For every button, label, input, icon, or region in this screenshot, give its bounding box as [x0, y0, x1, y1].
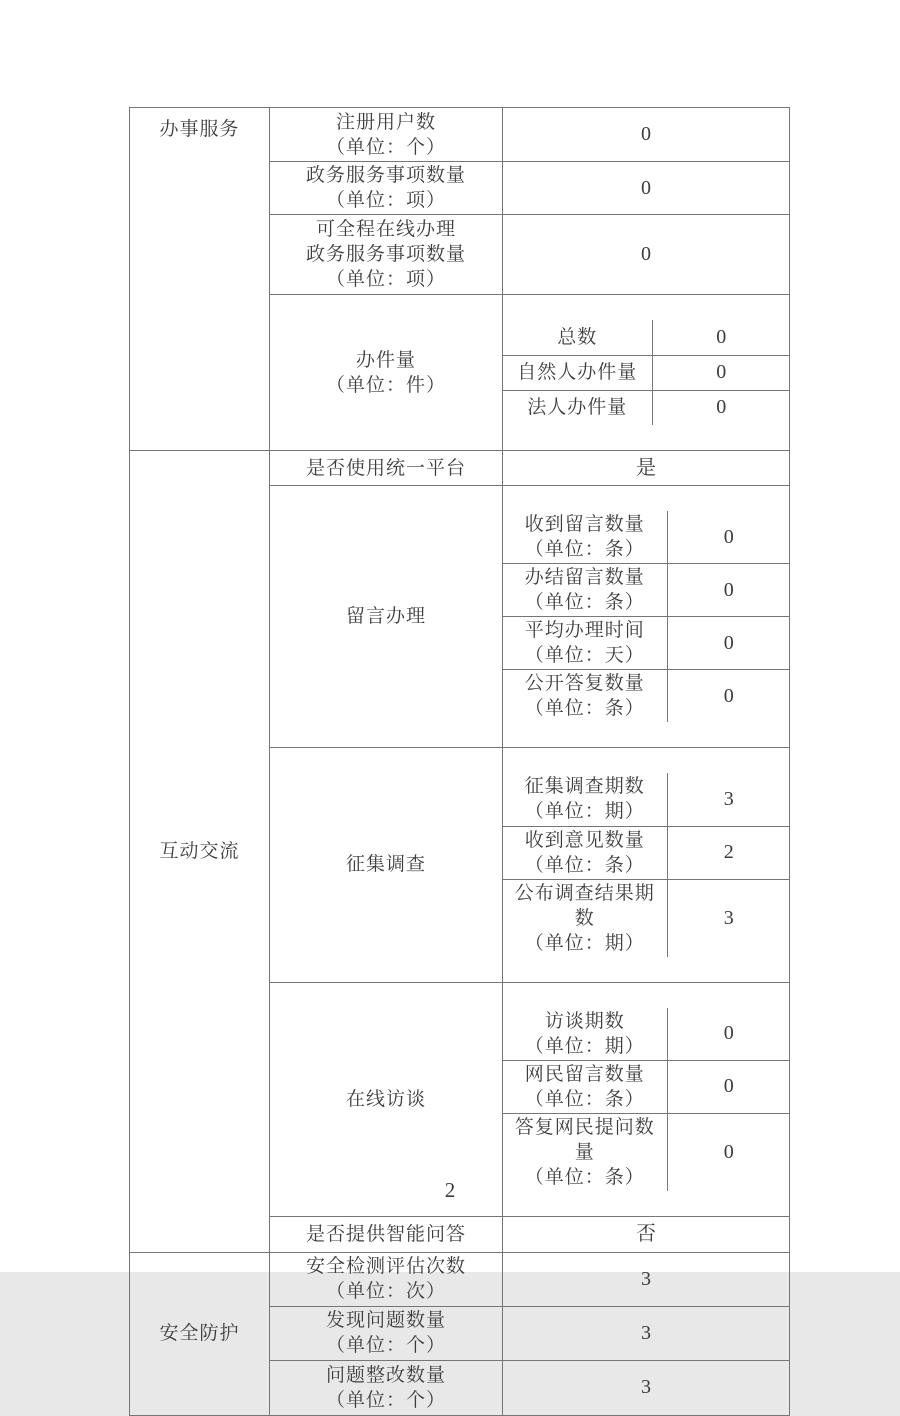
- sub-value-public-replies: 0: [667, 670, 790, 723]
- sub-value-case-natural-person: 0: [652, 355, 790, 390]
- sub-label-case-legal-person: 法人办件量: [503, 390, 652, 425]
- group-label-case-volume: 办件量 （单位：件）: [270, 295, 503, 451]
- indicator-label-online-processable-items: 可全程在线办理 政务服务事项数量 （单位：项）: [270, 215, 503, 295]
- sub-label-case-natural-person: 自然人办件量: [503, 355, 652, 390]
- case-volume-subtable: [503, 320, 790, 425]
- category-service: 办事服务: [130, 108, 270, 451]
- indicator-value-registered-users: 0: [503, 108, 790, 162]
- group-cell-message-handling: [503, 486, 790, 748]
- sub-value-case-legal-person: 0: [652, 390, 790, 425]
- category-interaction: 互动交流: [130, 451, 270, 1253]
- sub-value-case-total: 0: [652, 320, 790, 355]
- message-handling-subtable: [503, 511, 790, 722]
- sub-value-messages-completed: 0: [667, 564, 790, 617]
- indicator-label-smart-qa: 是否提供智能问答: [270, 1216, 503, 1252]
- sub-value-opinions-received: 2: [667, 826, 790, 879]
- sub-label-messages-completed: 办结留言数量 （单位：条）: [503, 564, 667, 617]
- category-security: 安全防护: [130, 1252, 270, 1415]
- sub-value-netizen-messages: 0: [667, 1060, 790, 1113]
- indicator-label-unified-platform: 是否使用统一平台: [270, 451, 503, 486]
- indicator-value-unified-platform: 是: [503, 451, 790, 486]
- group-label-message-handling: 留言办理: [270, 486, 503, 748]
- sub-label-netizen-messages: 网民留言数量 （单位：条）: [503, 1060, 667, 1113]
- sub-label-average-handling-time: 平均办理时间 （单位：天）: [503, 617, 667, 670]
- indicator-value-smart-qa: 否: [503, 1216, 790, 1252]
- group-cell-case-volume: [503, 295, 790, 451]
- page-number: 2: [444, 1178, 456, 1202]
- sub-label-opinions-received: 收到意见数量 （单位：条）: [503, 826, 667, 879]
- annual-report-table: [129, 107, 790, 1416]
- sub-label-questions-answered: 答复网民提问数量 （单位：条）: [503, 1113, 667, 1191]
- indicator-label-gov-service-items: 政务服务事项数量 （单位：项）: [270, 162, 503, 215]
- group-cell-survey: [503, 748, 790, 983]
- sub-label-results-published: 公布调查结果期数 （单位：期）: [503, 879, 667, 957]
- indicator-label-security-assessments: 安全检测评估次数 （单位：次）: [270, 1252, 503, 1306]
- indicator-label-problems-rectified: 问题整改数量 （单位：个）: [270, 1360, 503, 1415]
- sub-value-results-published: 3: [667, 879, 790, 957]
- sub-label-survey-periods: 征集调查期数 （单位：期）: [503, 773, 667, 826]
- indicator-value-security-assessments: 3: [503, 1252, 790, 1306]
- indicator-value-problems-found: 3: [503, 1306, 790, 1360]
- indicator-label-registered-users: 注册用户数 （单位：个）: [270, 108, 503, 162]
- sub-value-survey-periods: 3: [667, 773, 790, 826]
- sub-label-interview-periods: 访谈期数 （单位：期）: [503, 1008, 667, 1061]
- sub-value-messages-received: 0: [667, 511, 790, 564]
- sub-label-public-replies: 公开答复数量 （单位：条）: [503, 670, 667, 723]
- indicator-value-problems-rectified: 3: [503, 1360, 790, 1415]
- sub-value-interview-periods: 0: [667, 1008, 790, 1061]
- group-label-interview: 在线访谈: [270, 982, 503, 1216]
- indicator-value-gov-service-items: 0: [503, 162, 790, 215]
- sub-value-questions-answered: 0: [667, 1113, 790, 1191]
- sub-label-messages-received: 收到留言数量 （单位：条）: [503, 511, 667, 564]
- indicator-label-problems-found: 发现问题数量 （单位：个）: [270, 1306, 503, 1360]
- survey-subtable: [503, 773, 790, 957]
- indicator-value-online-processable-items: 0: [503, 215, 790, 295]
- sub-value-average-handling-time: 0: [667, 617, 790, 670]
- sub-label-case-total: 总数: [503, 320, 652, 355]
- interview-subtable: [503, 1008, 790, 1191]
- group-label-survey: 征集调查: [270, 748, 503, 983]
